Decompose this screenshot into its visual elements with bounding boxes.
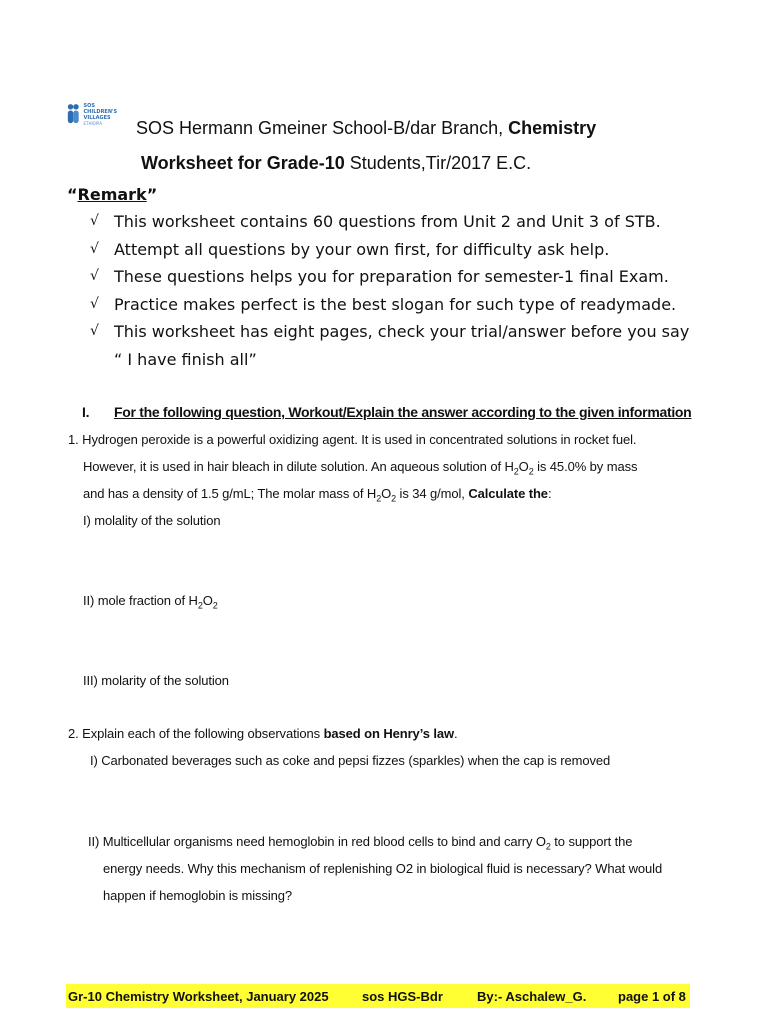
section-heading: I. For the following question, Workout/Explain the answer according to the given information: [82, 404, 692, 420]
page-footer: [66, 984, 690, 1008]
question-1-part-2: II) mole fraction of $H_2O_2$: [83, 593, 218, 611]
worksheet-title: Worksheet for Grade-10 Students,Tir/2017 E.C.: [141, 153, 532, 173]
question-1-line-1: 1. Hydrogen peroxide is a powerful oxidizing agent. It is used in concentrated solutions in rocket fuel.: [68, 432, 637, 447]
logo-text: SOS CHILDREN'S VILLAGES ETHIOPIA: [83, 103, 118, 126]
question-1-line-2: However, it is used in hair bleach in dilute solution. An aqueous solution of $H_2O_2$ is 45.0% by mass: [83, 459, 638, 477]
check-icon: √: [90, 295, 99, 312]
remark-item-continuation: “ I have finish all”: [114, 349, 257, 369]
remark-item: √ This worksheet has eight pages, check your trial/answer before you say: [90, 318, 730, 346]
footer-worksheet-label: Gr-10 Chemistry Worksheet, January 2025: [68, 989, 329, 1004]
sos-children-icon: [66, 100, 81, 130]
remark-item: √ These questions helps you for preparation for semester-1 final Exam.: [90, 263, 730, 291]
check-icon: √: [90, 268, 99, 284]
footer-author: By:- Aschalew_G.: [477, 989, 587, 1004]
question-1-line-3: and has a density of 1.5 g/mL; The molar mass of $H_2O_2$ is 34 g/mol, Calculate the:: [83, 486, 552, 504]
remark-item: √ This worksheet contains 60 questions from Unit 2 and Unit 3 of STB.: [90, 208, 730, 236]
question-2-part-2-line-1: II) Multicellular organisms need hemoglobin in red blood cells to bind and carry $O_2$ to support the: [88, 834, 633, 852]
remark-list: [90, 208, 730, 373]
remark-item: √ Attempt all questions by your own first, for difficulty ask help.: [90, 236, 730, 264]
school-logo: [66, 97, 126, 133]
question-1-part-1: I) molality of the solution: [83, 513, 221, 528]
question-1-part-3: III) molarity of the solution: [83, 673, 229, 688]
check-icon: √: [90, 213, 99, 229]
check-icon: √: [90, 240, 99, 257]
check-icon: √: [90, 323, 99, 339]
remark-heading: “Remark”: [67, 185, 158, 204]
question-2-part-1: I) Carbonated beverages such as coke and pepsi fizzes (sparkles) when the cap is removed: [90, 753, 611, 768]
school-title: SOS Hermann Gmeiner School-B/dar Branch, Chemistry: [136, 118, 597, 138]
footer-school: sos HGS-Bdr: [362, 989, 443, 1004]
footer-page-number: page 1 of 8: [618, 989, 686, 1004]
question-2-part-2-line-3: happen if hemoglobin is missing?: [103, 888, 293, 903]
question-2-line-1: 2. Explain each of the following observations based on Henry’s law.: [68, 726, 458, 741]
remark-item: √ Practice makes perfect is the best slogan for such type of readymade.: [90, 291, 730, 319]
question-2-part-2-line-2: energy needs. Why this mechanism of replenishing O2 in biological fluid is necessary? What would: [103, 861, 663, 876]
